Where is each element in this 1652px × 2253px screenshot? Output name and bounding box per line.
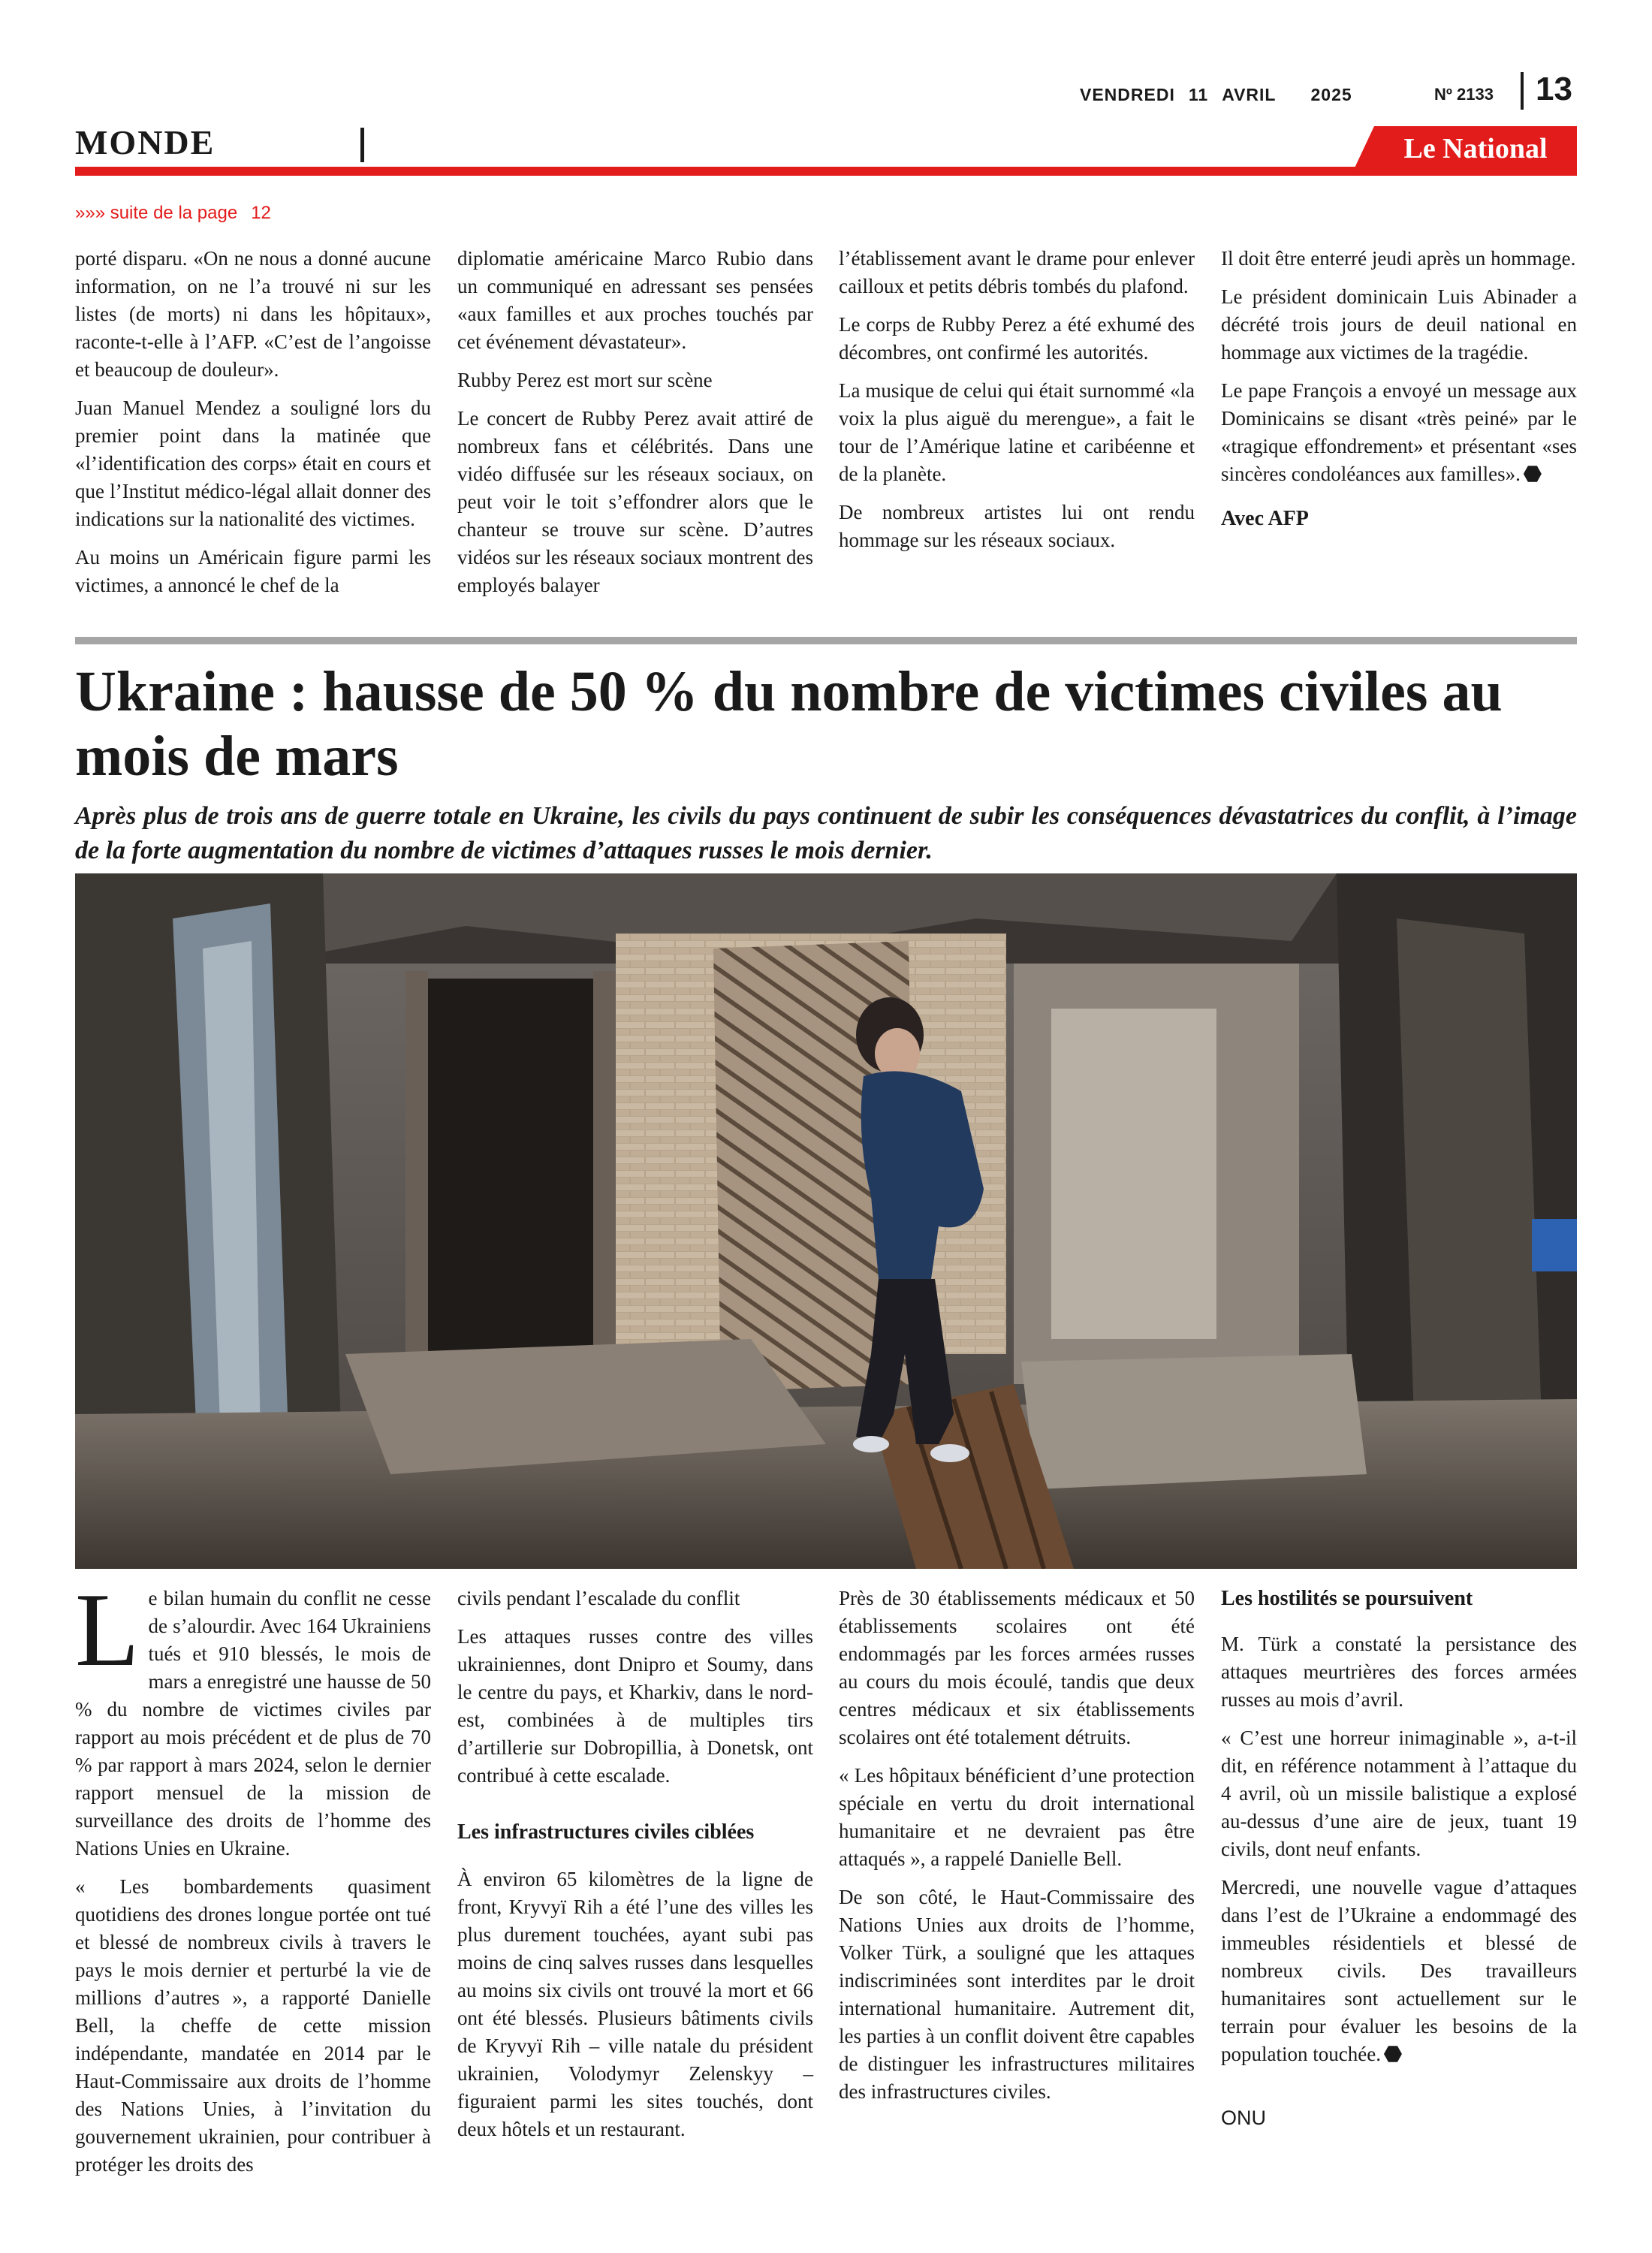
page-number-divider <box>1521 72 1524 110</box>
article-column-2 <box>457 1585 813 2154</box>
article-separator <box>75 637 1577 644</box>
date-day: VENDREDI <box>1080 85 1175 104</box>
prev-column-4 <box>1221 245 1577 532</box>
continued-page: 12 <box>251 203 271 223</box>
prev-column-2 <box>457 245 813 610</box>
paragraph: « C’est une horreur inimaginable », a-t-il dit, en référence notamment à l’attaque du 4 avril, où un missile balistique a explosé au-dessus d’une aire de jeux, tuant 19 civils, dont neuf enfants. <box>1221 1727 1577 1860</box>
paragraph: Au moins un Américain figure parmi les victimes, a annoncé le chef de la <box>75 546 431 596</box>
brand-name: Le National <box>1403 133 1548 164</box>
paragraph: La musique de celui qui était surnommé «la voix la plus aiguë du merengue», a fait le tour de l’Amérique latine et caribéenne et de la planète. <box>839 379 1195 485</box>
paragraph: « Les bombardements quasiment quotidiens des drones longue portée ont tué et blessé de nombreux civils à travers le pays le mois dernier et perturbé la vie de millions d’autres », a rapporté Danielle Bell, la cheffe de cette mission indépendante, mandatée en 2014 par le Haut-Commissaire aux droits de l’homme des Nations Unies, à l’invitation du gouvernement ukrainien, pour contribuer à protéger les droits des <box>75 1875 431 2176</box>
paragraph: Le corps de Rubby Perez a été exhumé des décombres, ont confirmé les autorités. <box>839 313 1195 363</box>
subheading: Les hostilités se poursuivent <box>1221 1587 1473 1610</box>
paragraph: Les attaques russes contre des villes ukrainiennes, dont Dnipro et Soumy, dans le centre du pays, et Kharkiv, dans le nord-est, combinées à de multiples tirs d’artillerie sur Dobropillia, à Donetsk, ont contribué à cette escalade. <box>457 1625 813 1787</box>
paragraph: Près de 30 établissements médicaux et 50 établissements scolaires ont été endommagés par les forces armées russes au cours du mois écoulé, tandis que deux centres médicaux et six établissements scolaires ont été totalement détruits. <box>839 1587 1195 1748</box>
date-month: AVRIL <box>1222 85 1277 104</box>
prev-column-3 <box>839 245 1195 565</box>
paragraph: « Les hôpitaux bénéficient d’une protection spéciale en vertu du droit international humanitaire et ne devraient pas être attaqués », a rappelé Danielle Bell. <box>839 1764 1195 1870</box>
paragraph <box>75 1572 431 1862</box>
paragraph: Le président dominicain Luis Abinader a décrété trois jours de deuil national en hommage aux victimes de la tragédie. <box>1221 285 1577 363</box>
paragraph: Juan Manuel Mendez a souligné lors du premier point dans la matinée que «l’identification des corps» était en cours et que l’Institut médico-légal allait donner des indications sur la nationalité des victimes. <box>75 397 431 530</box>
paragraph: À environ 65 kilomètres de la ligne de front, Kryvyï Rih a été l’une des villes les plus durement touchées, ayant subi pas moins de cinq salves russes dans lesquelles au moins six civils ont trouvé la mort et 66 ont été blessés. Plusieurs bâtiments civils de Kryvyï Rih – ville natale du président ukrainien, Volodymyr Zelenskyy – figuraient parmi les sites touchés, dont deux hôtels et un restaurant. <box>457 1868 813 2140</box>
paragraph <box>1221 377 1577 488</box>
source-credit: ONU <box>1221 2107 1266 2129</box>
paragraph: porté disparu. «On ne nous a donné aucune information, on ne l’a trouvé ni sur les listes (de morts) ni dans les hôpitaux», raconte-t-elle à l’AFP. «C’est de l’angoisse et beaucoup de douleur». <box>75 247 431 381</box>
section-divider <box>360 128 364 162</box>
paragraph-text: e bilan humain du conflit ne cesse de s’alourdir. Avec 164 Ukrainiens tués et 910 blessés, le mois de mars a enregistré une hausse de 50 % du nombre de victimes civiles par rapport au mois précédent et de plus de 70 % par rapport à mars 2024, selon le dernier rapport mensuel de la mission de surveillance des droits de l’homme des Nations Unies en Ukraine. <box>75 1587 431 1859</box>
paragraph: De son côté, le Haut-Commissaire des Nations Unies aux droits de l’homme, Volker Türk, a souligné que les attaques indiscriminées sont interdites par le droit international humanitaire. Autrement dit, les parties à un conflit doivent être capables de distinguer les infrastructures militaires des infrastructures civiles. <box>839 1886 1195 2103</box>
article-column-4 <box>1221 1585 1577 2132</box>
paragraph: M. Türk a constaté la persistance des attaques meurtrières des forces armées russes au mois d’avril. <box>1221 1633 1577 1711</box>
paragraph: civils pendant l’escalade du conflit <box>457 1587 740 1609</box>
prev-column-1 <box>75 245 431 610</box>
continued-from <box>75 203 271 224</box>
header-rule <box>75 167 1577 176</box>
section-title: MONDE <box>75 123 216 161</box>
paragraph-text: Le pape François a envoyé un message aux Dominicains se disant «très peiné» par le «tragique effondrement» et présentant «ses sincères condoléances aux familles». <box>1221 379 1577 485</box>
issue-date <box>1080 85 1366 105</box>
article-photo <box>75 873 1577 1569</box>
article-column-3 <box>839 1585 1195 2116</box>
issue-number: Nº 2133 <box>1434 85 1494 104</box>
paragraph: Le concert de Rubby Perez avait attiré de nombreux fans et célébrités. Dans une vidéo diffusée sur les réseaux sociaux, on peut voir le toit s’effondrer alors que le chanteur se trouve sur scène. D’autres vidéos sur les réseaux sociaux montrent des employés balayer <box>457 407 813 596</box>
ruined-building-photo <box>75 873 1577 1569</box>
drop-cap: L <box>75 1572 140 1688</box>
standfirst: Après plus de trois ans de guerre totale en Ukraine, les civils du pays continuent de subir les conséquences dévastatrices du conflit, à l’image de la forte augmentation du nombre de victimes d’attaques russes le mois dernier. <box>75 802 1577 864</box>
paragraph <box>1221 1874 1577 2068</box>
paragraph: diplomatie américaine Marco Rubio dans un communiqué en adressant ses pensées «aux familles et aux proches touchés par cet événement dévastateur». <box>457 247 813 353</box>
paragraph: Il doit être enterré jeudi après un hommage. <box>1221 247 1576 270</box>
page-number: 13 <box>1536 71 1572 107</box>
continued-label: »»» suite de la page <box>75 203 238 223</box>
article-column-1 <box>75 1572 431 2189</box>
headline: Ukraine : hausse de 50 % du nombre de victimes civiles au mois de mars <box>75 660 1503 788</box>
date-year: 2025 <box>1310 85 1352 104</box>
subheading: Les infrastructures civiles ciblées <box>457 1820 755 1844</box>
paragraph: l’établissement avant le drame pour enlever cailloux et petits débris tombés du plafond. <box>839 247 1195 297</box>
end-of-article-icon <box>1524 465 1542 483</box>
paragraph: De nombreux artistes lui ont rendu hommage sur les réseaux sociaux. <box>839 501 1195 551</box>
date-number: 11 <box>1188 85 1209 104</box>
end-of-article-icon <box>1384 2045 1402 2063</box>
subheading: Rubby Perez est mort sur scène <box>457 369 713 391</box>
byline: Avec AFP <box>1221 507 1309 530</box>
paragraph-text: Mercredi, une nouvelle vague d’attaques dans l’est de l’Ukraine a endommagé des immeubles résidentiels et blessé de nombreux civils. Des travailleurs humanitaires sont actuellement sur le terrain pour évaluer les besoins de la population touchée. <box>1221 1876 1577 2065</box>
